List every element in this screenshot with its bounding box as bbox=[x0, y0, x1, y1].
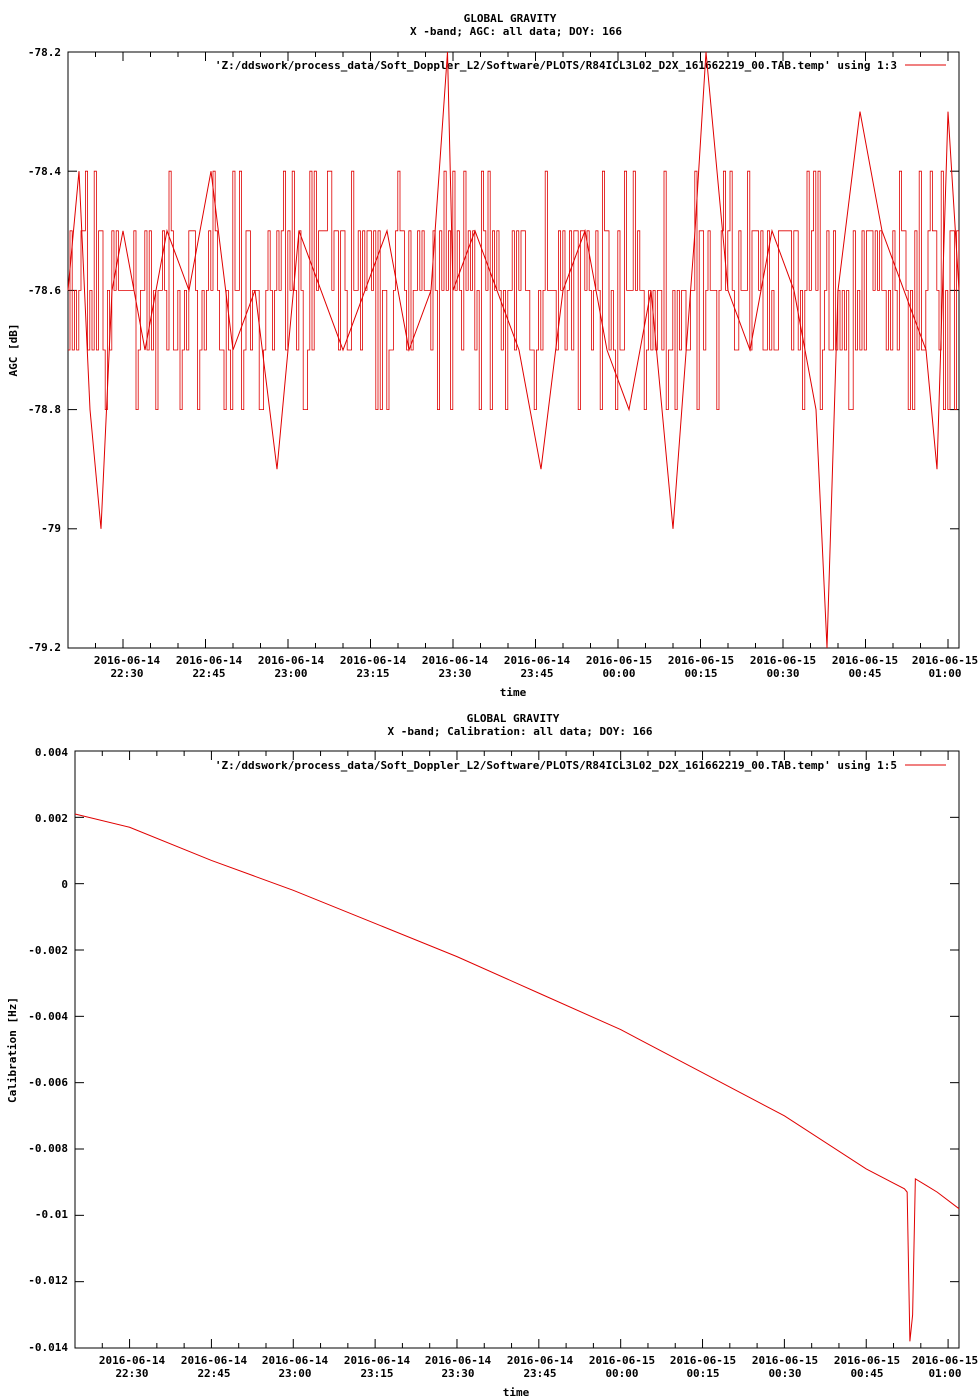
x-tick-time: 23:15 bbox=[360, 1367, 394, 1380]
x-tick-time: 22:30 bbox=[115, 1367, 149, 1380]
x-tick-time: 22:45 bbox=[197, 1367, 231, 1380]
x-tick-time: 23:45 bbox=[520, 667, 554, 680]
x-tick-labels bbox=[94, 654, 978, 680]
x-tick-time: 01:00 bbox=[928, 667, 962, 680]
x-tick-time: 00:45 bbox=[850, 1367, 884, 1380]
x-tick-time: 00:00 bbox=[602, 667, 636, 680]
y-tick-label: -78.6 bbox=[27, 284, 61, 297]
y-tick-labels bbox=[28, 746, 68, 1354]
y-tick-label: -79.2 bbox=[27, 641, 61, 654]
x-tick-date: 2016-06-14 bbox=[421, 654, 489, 667]
x-tick-time: 00:00 bbox=[605, 1367, 639, 1380]
x-tick-date: 2016-06-15 bbox=[751, 1354, 819, 1367]
calibration-chart bbox=[0, 700, 980, 1400]
y-tick-label: -0.01 bbox=[34, 1208, 68, 1221]
agc-noise-path bbox=[68, 171, 959, 409]
x-tick-date: 2016-06-14 bbox=[93, 654, 161, 667]
y-tick-label: 0 bbox=[61, 878, 68, 891]
x-tick-date: 2016-06-14 bbox=[506, 1354, 574, 1367]
y-tick-label: -79 bbox=[41, 522, 61, 535]
plot-frame bbox=[75, 751, 959, 1348]
x-tick-time: 23:30 bbox=[441, 1367, 475, 1380]
x-tick-labels bbox=[99, 1354, 978, 1380]
x-tick-time: 23:30 bbox=[438, 667, 472, 680]
y-tick-label: -0.002 bbox=[28, 944, 68, 957]
chart-title: GLOBAL GRAVITY bbox=[463, 12, 557, 25]
y-tick-label: 0.002 bbox=[34, 812, 68, 825]
x-tick-date: 2016-06-14 bbox=[261, 1354, 329, 1367]
x-tick-date: 2016-06-15 bbox=[588, 1354, 656, 1367]
chart-subtitle: X -band; Calibration: all data; DOY: 166 bbox=[387, 725, 653, 738]
x-tick-time: 22:30 bbox=[110, 667, 144, 680]
x-tick-date: 2016-06-14 bbox=[424, 1354, 492, 1367]
x-tick-time: 22:45 bbox=[192, 667, 226, 680]
y-axis-label: Calibration [Hz] bbox=[6, 997, 19, 1103]
y-tick-label: -78.8 bbox=[27, 403, 61, 416]
x-tick-time: 23:00 bbox=[274, 667, 308, 680]
y-tick-label: -78.2 bbox=[27, 46, 61, 59]
agc-noise-trace bbox=[68, 171, 959, 409]
series-line bbox=[75, 814, 959, 1341]
x-tick-date: 2016-06-14 bbox=[257, 654, 325, 667]
x-tick-date: 2016-06-15 bbox=[667, 654, 735, 667]
x-axis-label: time bbox=[499, 686, 527, 699]
x-tick-date: 2016-06-14 bbox=[339, 654, 407, 667]
x-tick-date: 2016-06-14 bbox=[503, 654, 571, 667]
y-tick-label: -0.008 bbox=[28, 1142, 68, 1155]
y-tick-labels bbox=[28, 46, 61, 654]
y-tick-label: 0.004 bbox=[34, 746, 68, 759]
x-tick-time: 00:15 bbox=[686, 1367, 720, 1380]
x-tick-time: 01:00 bbox=[928, 1367, 962, 1380]
y-tick-label: -0.012 bbox=[28, 1274, 68, 1287]
x-tick-time: 00:30 bbox=[768, 1367, 802, 1380]
x-tick-date: 2016-06-14 bbox=[98, 1354, 166, 1367]
legend-label: 'Z:/ddswork/process_data/Soft_Doppler_L2/Software/PLOTS/R84ICL3L02_D2X_161662219_00.TAB.temp' using 1:5 bbox=[214, 759, 897, 772]
y-axis-label: AGC [dB] bbox=[7, 323, 20, 377]
x-tick-time: 23:15 bbox=[356, 667, 390, 680]
x-tick-time: 23:00 bbox=[278, 1367, 312, 1380]
x-tick-date: 2016-06-14 bbox=[343, 1354, 411, 1367]
legend-label: 'Z:/ddswork/process_data/Soft_Doppler_L2/Software/PLOTS/R84ICL3L02_D2X_161662219_00.TAB.temp' using 1:3 bbox=[214, 59, 897, 72]
x-tick-time: 00:30 bbox=[766, 667, 800, 680]
x-tick-date: 2016-06-15 bbox=[911, 1354, 979, 1367]
y-tick-label: -0.006 bbox=[28, 1076, 68, 1089]
x-tick-date: 2016-06-15 bbox=[585, 654, 653, 667]
calibration-chart-svg bbox=[0, 700, 980, 1400]
y-tick-label: -0.004 bbox=[28, 1010, 68, 1023]
y-tick-label: -78.4 bbox=[27, 165, 61, 178]
x-tick-date: 2016-06-15 bbox=[833, 1354, 901, 1367]
x-tick-time: 23:45 bbox=[523, 1367, 557, 1380]
x-tick-time: 00:15 bbox=[684, 667, 718, 680]
x-tick-date: 2016-06-15 bbox=[749, 654, 817, 667]
x-tick-date: 2016-06-15 bbox=[911, 654, 979, 667]
chart-subtitle: X -band; AGC: all data; DOY: 166 bbox=[410, 25, 622, 38]
chart-title: GLOBAL GRAVITY bbox=[466, 712, 560, 725]
x-tick-date: 2016-06-15 bbox=[831, 654, 899, 667]
x-tick-time: 00:45 bbox=[848, 667, 882, 680]
y-tick-label: -0.014 bbox=[28, 1341, 68, 1354]
x-axis-label: time bbox=[502, 1386, 530, 1399]
x-tick-date: 2016-06-15 bbox=[669, 1354, 737, 1367]
x-tick-date: 2016-06-14 bbox=[175, 654, 243, 667]
x-tick-date: 2016-06-14 bbox=[180, 1354, 248, 1367]
